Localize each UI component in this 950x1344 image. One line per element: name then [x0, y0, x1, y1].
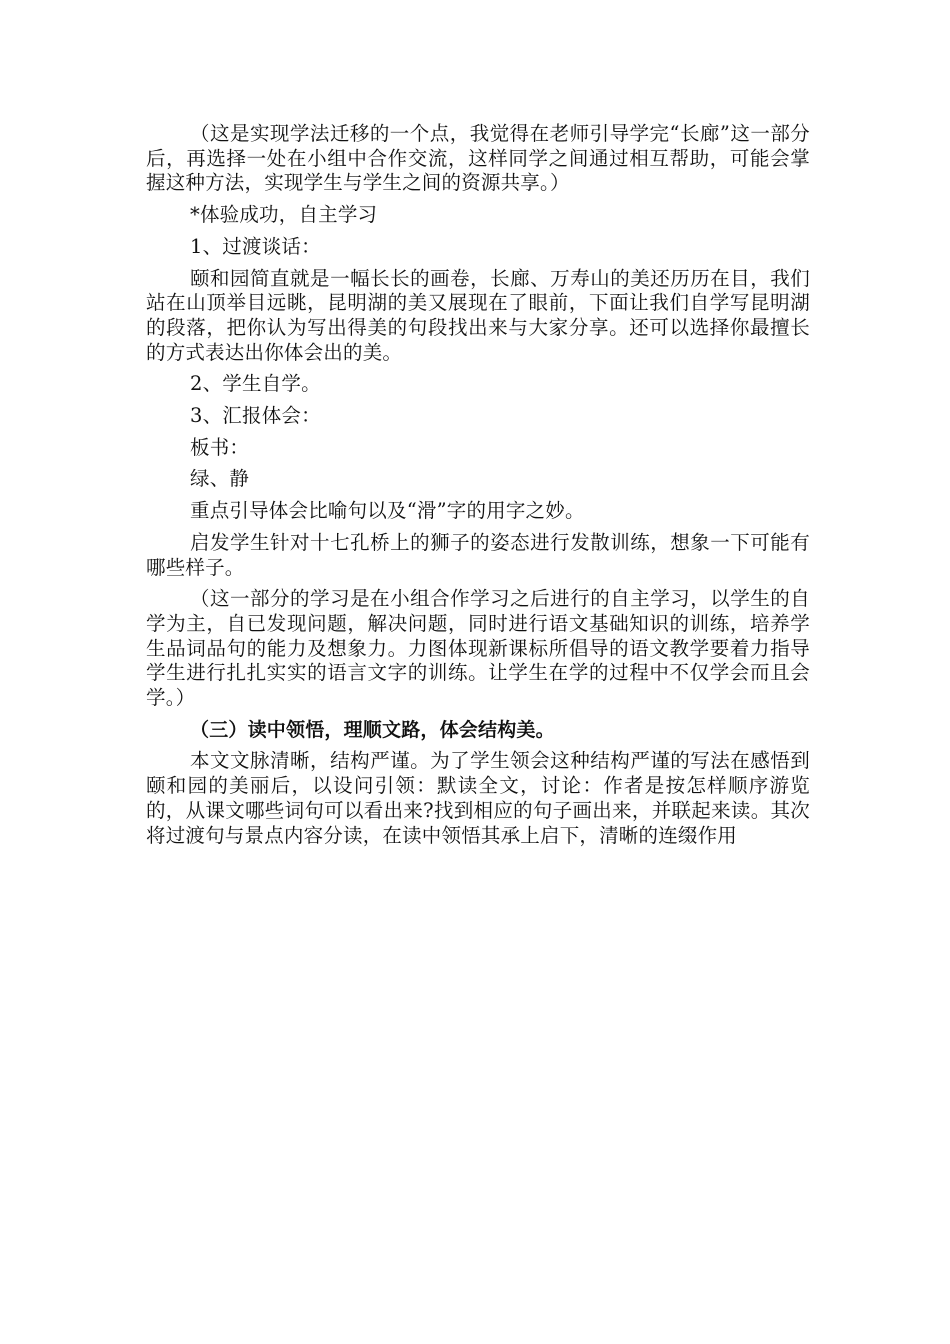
board-writing-label: 板书：	[190, 435, 250, 459]
paragraph-kunming-lake: 颐和园简直就是一幅长长的画卷，长廊、万寿山的美还历历在目，我们站在山顶举目远眺，昆明湖的美又展现在了眼前，下面让我们自学写昆明湖的段落，把你认为写出得美的句段找出来与大家分享。还可以选择你最擅长的方式表达出你体会出的美。	[146, 266, 810, 364]
document-body	[146, 122, 810, 855]
section-title-experience: *体验成功，自主学习	[190, 203, 378, 227]
board-writing-content: 绿、静	[190, 467, 250, 491]
step-report: 3、汇报体会：	[190, 404, 321, 428]
section-heading-3: （三）读中领悟，理顺文路，体会结构美。	[190, 718, 555, 741]
paragraph-note-1: （这是实现学法迁移的一个点，我觉得在老师引导学完“长廊”这一部分后，再选择一处在小组中合作交流，这样同学之间通过相互帮助，可能会掌握这种方法，实现学生与学生之间的资源共享。）	[146, 122, 810, 195]
step-transition-talk: 1、过渡谈话：	[190, 234, 321, 258]
step-self-study: 2、学生自学。	[190, 372, 321, 396]
paragraph-lions: 启发学生针对十七孔桥上的狮子的姿态进行发散训练，想象一下可能有哪些样子。	[146, 530, 810, 579]
paragraph-guidance: 重点引导体会比喻句以及“滑”字的用字之妙。	[190, 499, 585, 523]
paragraph-note-2: （这一部分的学习是在小组合作学习之后进行的自主学习，以学生的自学为主，自已发现问题，解决问题，同时进行语文基础知识的训练，培养学生品词品句的能力及想象力。力图体现新课标所倡导的语文教学要着力指导学生进行扎扎实实的语言文字的训练。让学生在学的过程中不仅学会而且会学。）	[146, 587, 810, 710]
paragraph-structure: 本文文脉清晰，结构严谨。为了学生领会这种结构严谨的写法在感悟到颐和园的美丽后，以设问引领：默读全文，讨论：作者是按怎样顺序游览的，从课文哪些词句可以看出来?找到相应的句子画出来，并联起来读。其次将过渡句与景点内容分读，在读中领悟其承上启下，清晰的连缀作用	[146, 749, 810, 847]
